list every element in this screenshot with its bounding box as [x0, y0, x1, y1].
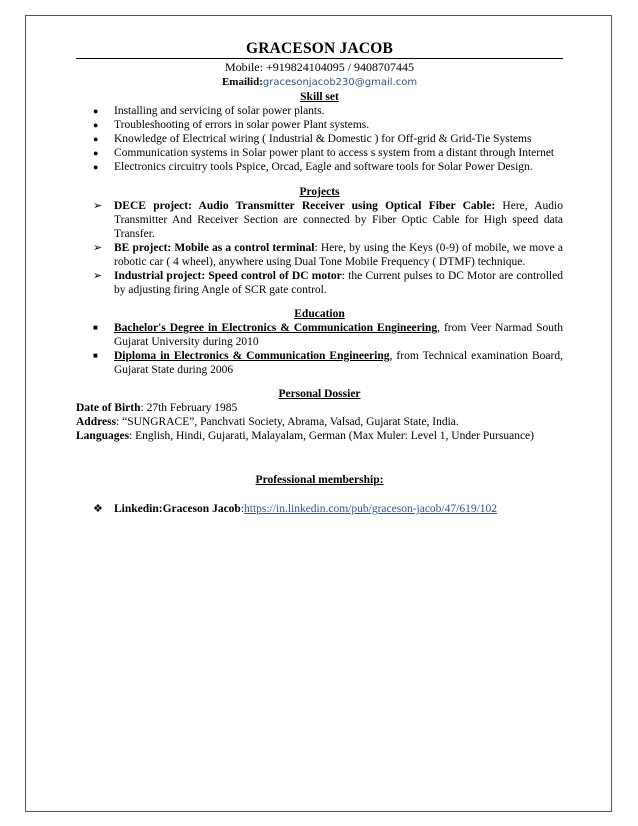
arrow-bullet-icon: ➢: [93, 200, 103, 212]
spacer: [76, 443, 563, 473]
square-bullet-icon: ■: [93, 323, 98, 332]
languages-line: Languages: English, Hindi, Gujarati, Malayalam, German (Max Muler: Level 1, Under Pursuance): [76, 430, 534, 442]
spacer: [76, 297, 563, 307]
project-item: ➢ BE project: Mobile as a control terminal: Here, by using the Keys (0-9) of mobile, we move a robotic car ( 4 wheel), anywhere using Dual Tone Mobile Frequency ( DTMF) technique.: [93, 242, 564, 268]
skill-item: ● Knowledge of Electrical wiring ( Industrial & Domestic ) for Off-grid & Grid-Tie Systems: [93, 133, 532, 145]
projects-title: Projects: [299, 186, 340, 198]
spacer: [76, 487, 563, 502]
membership-list: [76, 502, 563, 516]
spacer: [76, 174, 563, 185]
resume-name: GRACESON JACOB: [245, 40, 394, 57]
spacer: [76, 377, 563, 387]
email-link[interactable]: gracesonjacob230@gmail.com: [262, 77, 418, 88]
dob-line: Date of Birth: 27th February 1985: [76, 402, 238, 414]
bullet-dot-icon: ●: [93, 148, 99, 158]
skill-item: ● Communication systems in Solar power plant to access s system from a distant through Internet: [93, 147, 555, 159]
diamond-bullet-icon: ❖: [93, 503, 103, 515]
bullet-dot-icon: ●: [93, 120, 99, 130]
education-item: ■ Diploma in Electronics & Communication Engineering, from Technical examination Board, Gujarat State during 2006: [93, 350, 563, 376]
name-divider: [76, 58, 563, 59]
address-line: Address: “SUNGRACE”, Panchvati Society, Abrama, Valsad, Gujarat State, India.: [76, 416, 459, 428]
linkedin-link[interactable]: https://in.linkedin.com/pub/graceson-jacob/47/619/102: [244, 503, 498, 515]
personal-title: Personal Dossier: [278, 388, 361, 400]
education-title: Education: [294, 308, 345, 320]
membership-item: ❖ Linkedin:Graceson Jacob:https://in.linkedin.com/pub/graceson-jacob/47/619/102: [93, 503, 498, 515]
arrow-bullet-icon: ➢: [93, 270, 103, 282]
mobile-line: Mobile: +919824104095 / 9408707445: [224, 60, 415, 74]
membership-title: Professional membership:: [255, 474, 384, 486]
bullet-dot-icon: ●: [93, 162, 99, 172]
email-line: [76, 75, 563, 90]
skills-list: [76, 104, 563, 174]
email-label: Emailid:: [221, 76, 263, 88]
bullet-dot-icon: ●: [93, 106, 99, 116]
skills-title: Skill set: [300, 91, 339, 103]
square-bullet-icon: ■: [93, 351, 98, 360]
education-list: [76, 321, 563, 377]
skill-item: ● Electronics circuitry tools Pspice, Orcad, Eagle and software tools for Solar Power Design.: [93, 161, 533, 173]
projects-list: [76, 199, 563, 297]
project-item: ➢ DECE project: Audio Transmitter Receiver using Optical Fiber Cable: Here, Audio Transmitter And Receiver Section are connected by Fiber Optic Cable for High speed data Transfer.: [93, 200, 563, 240]
bullet-dot-icon: ●: [93, 134, 99, 144]
skill-item: ● Installing and servicing of solar power plants.: [93, 105, 325, 117]
arrow-bullet-icon: ➢: [93, 242, 103, 254]
resume-content: [76, 40, 563, 516]
project-item: ➢ Industrial project: Speed control of DC motor: the Current pulses to DC Motor are controlled by adjusting firing Angle of SCR gate control.: [93, 270, 563, 296]
skill-item: ● Troubleshooting of errors in solar power Plant systems.: [93, 119, 370, 131]
education-item: ■ Bachelor's Degree in Electronics & Communication Engineering, from Veer Narmad South Gujarat University during 2010: [93, 322, 563, 348]
